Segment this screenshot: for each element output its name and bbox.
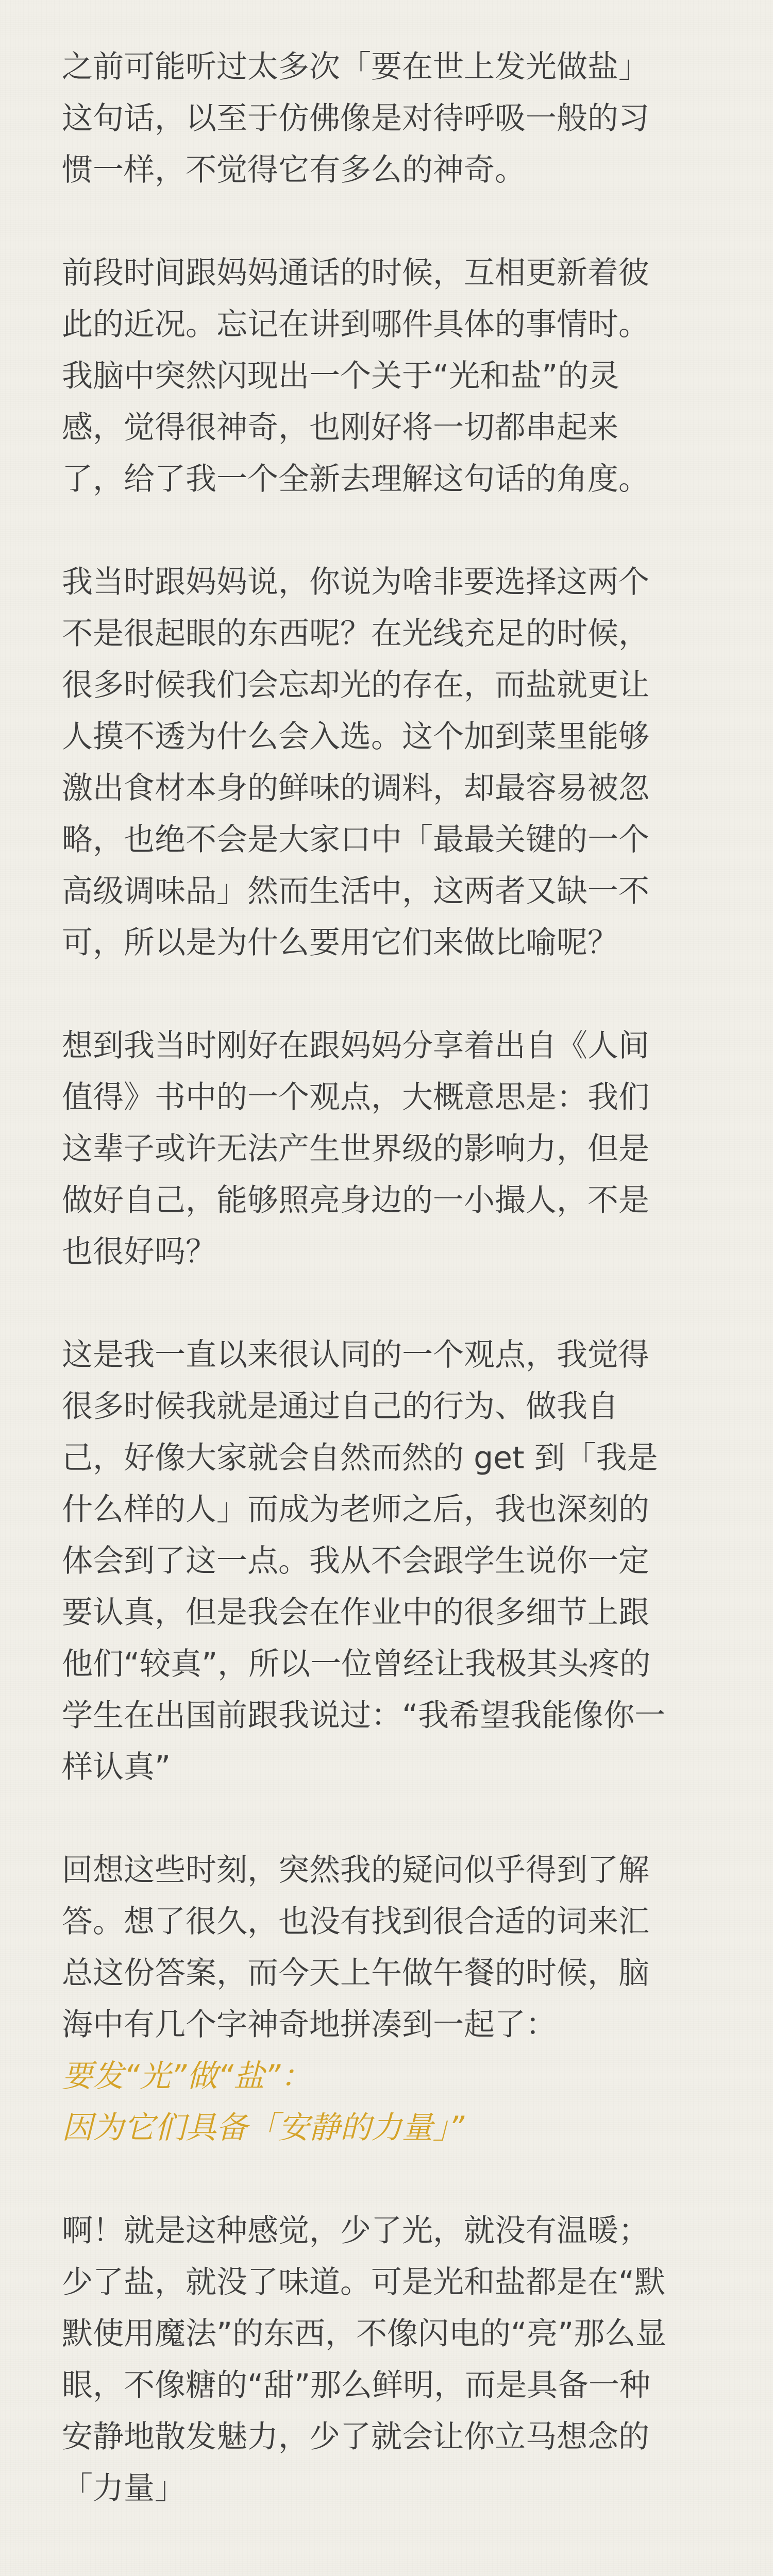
text-line: 前段时间跟妈妈通话的时候，互相更新着彼: [62, 255, 649, 291]
text-line: 安静地散发魅力，少了就会让你立马想念的: [62, 2419, 649, 2455]
text-line: 己，好像大家就会自然而然的 get 到「我是: [62, 1440, 658, 1476]
text-line: 人摸不透为什么会入选。这个加到菜里能够: [62, 719, 649, 755]
text-line: 啊！就是这种感觉，少了光，就没有温暖；: [62, 2213, 649, 2249]
text-line: 少了盐，就没了味道。可是光和盐都是在“默: [62, 2264, 666, 2300]
paragraph-6: [62, 1844, 714, 2154]
highlight-line: 要发“光”做“盐”：: [62, 2058, 312, 2094]
text-line: 答。想了很久，也没有找到很合适的词来汇: [62, 1904, 649, 1940]
text-line: 高级调味品」然而生活中，这两者又缺一不: [62, 873, 649, 909]
highlight-line: 因为它们具备「安静的力量」”: [62, 2110, 465, 2146]
text-line: 很多时候我们会忘却光的存在，而盐就更让: [62, 667, 649, 703]
text-line: 做好自己，能够照亮身边的一小撮人，不是: [62, 1182, 649, 1218]
text-line: 很多时候我就是通过自己的行为、做我自: [62, 1388, 618, 1425]
text-line: 略，也绝不会是大家口中「最最关键的一个: [62, 822, 649, 858]
text-line: 值得》书中的一个观点，大概意思是：我们: [62, 1079, 649, 1115]
text-line: 不是很起眼的东西呢？在光线充足的时候，: [62, 616, 649, 652]
text-line: 总这份答案，而今天上午做午餐的时候，脑: [62, 1955, 649, 1991]
paragraph-2: [62, 247, 714, 505]
paragraph-3: [62, 556, 714, 969]
text-line: 想到我当时刚好在跟妈妈分享着出自《人间: [62, 1028, 649, 1064]
text-line: 也很好吗？: [62, 1234, 216, 1270]
text-line: 「力量」: [62, 2470, 186, 2506]
text-line: 了，给了我一个全新去理解这句话的角度。: [62, 461, 649, 497]
text-line: 学生在出国前跟我说过：“我希望我能像你一: [62, 1698, 666, 1734]
text-line: 这句话，以至于仿佛像是对待呼吸一般的习: [62, 100, 649, 137]
text-line: 我脑中突然闪现出一个关于“光和盐”的灵: [62, 358, 620, 394]
paragraph-7: [62, 2205, 714, 2514]
paragraph-4: [62, 1020, 714, 1278]
paragraph-5: [62, 1329, 714, 1793]
text-line: 样认真”: [62, 1749, 171, 1785]
text-line: 惯一样，不觉得它有多么的神奇。: [62, 152, 526, 188]
text-line: 回想这些时刻，突然我的疑问似乎得到了解: [62, 1852, 649, 1888]
text-line: 这辈子或许无法产生世界级的影响力，但是: [62, 1131, 649, 1167]
text-line: 海中有几个字神奇地拼凑到一起了：: [62, 2007, 557, 2043]
text-line: 体会到了这一点。我从不会跟学生说你一定: [62, 1543, 649, 1579]
text-line: 眼，不像糖的“甜”那么鲜明，而是具备一种: [62, 2367, 651, 2403]
paragraph-1: [62, 41, 714, 196]
text-line: 可，所以是为什么要用它们来做比喻呢？: [62, 925, 618, 961]
text-line: 之前可能听过太多次「要在世上发光做盐」: [62, 49, 649, 85]
text-line: 此的近况。忘记在讲到哪件具体的事情时。: [62, 307, 649, 343]
text-line: 要认真，但是我会在作业中的很多细节上跟: [62, 1595, 649, 1631]
text-line: 我当时跟妈妈说，你说为啥非要选择这两个: [62, 564, 649, 600]
text-line: 激出食材本身的鲜味的调料，却最容易被忽: [62, 770, 649, 806]
text-line: 什么样的人」而成为老师之后，我也深刻的: [62, 1492, 649, 1528]
text-line: 默使用魔法”的东西，不像闪电的“亮”那么显: [62, 2316, 667, 2352]
text-line: 他们“较真”，所以一位曾经让我极其头疼的: [62, 1646, 651, 1682]
text-line: 感，觉得很神奇，也刚好将一切都串起来: [62, 410, 618, 446]
text-line: 这是我一直以来很认同的一个观点，我觉得: [62, 1337, 649, 1373]
